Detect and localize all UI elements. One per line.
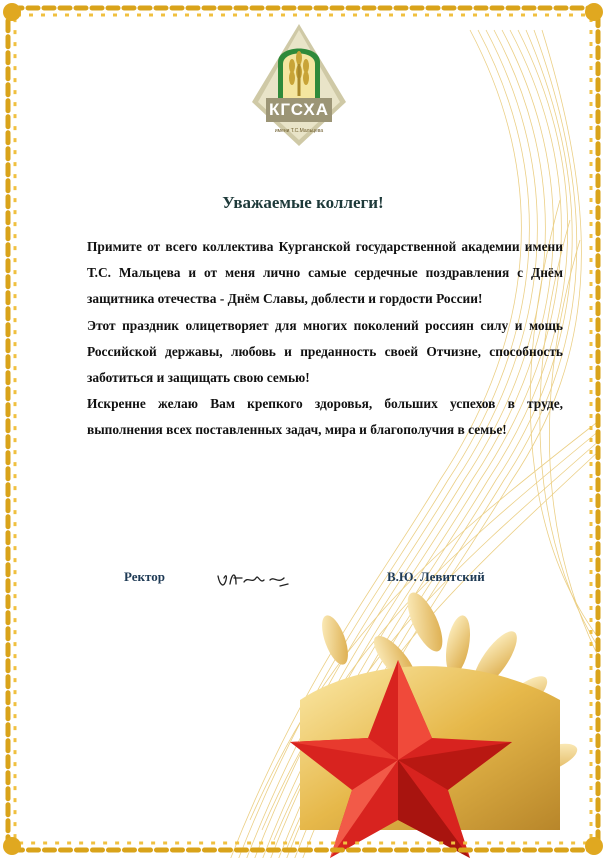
paragraph-text: Примите от всего коллектива Курганской государственной академии имени Т.С. Мальцева и от меня лично самые сердечные поздравления с Днём защитника отечества - Днём Славы, доблести и гордости России! [87, 239, 563, 307]
academy-logo [250, 22, 348, 150]
letter-paragraph [87, 234, 563, 313]
letter-paragraph [87, 391, 563, 443]
letter-body [87, 234, 563, 444]
signature-block [0, 566, 606, 592]
paragraph-text: Этот праздник олицетворяет для многих поколений россиян силу и мощь Российской державы, любовь и преданность своей Отчизне, способность заботиться и защищать свою семью! [87, 317, 563, 386]
signature-role: Ректор [124, 569, 165, 584]
letter-paragraph [87, 313, 563, 392]
letter-greeting: Уважаемые коллеги! [222, 193, 384, 212]
signature-name: В.Ю. Левитский [387, 569, 485, 584]
paragraph-text: Искренне желаю Вам крепкого здоровья, больших успехов в труде, выполнения всех поставленных задач, мира и благополучия в семье! [87, 396, 563, 438]
handwritten-signature-icon [214, 566, 294, 592]
logo-subtitle: имени Т.С.Мальцева [274, 128, 324, 134]
logo-title: КГСХА [268, 100, 330, 119]
